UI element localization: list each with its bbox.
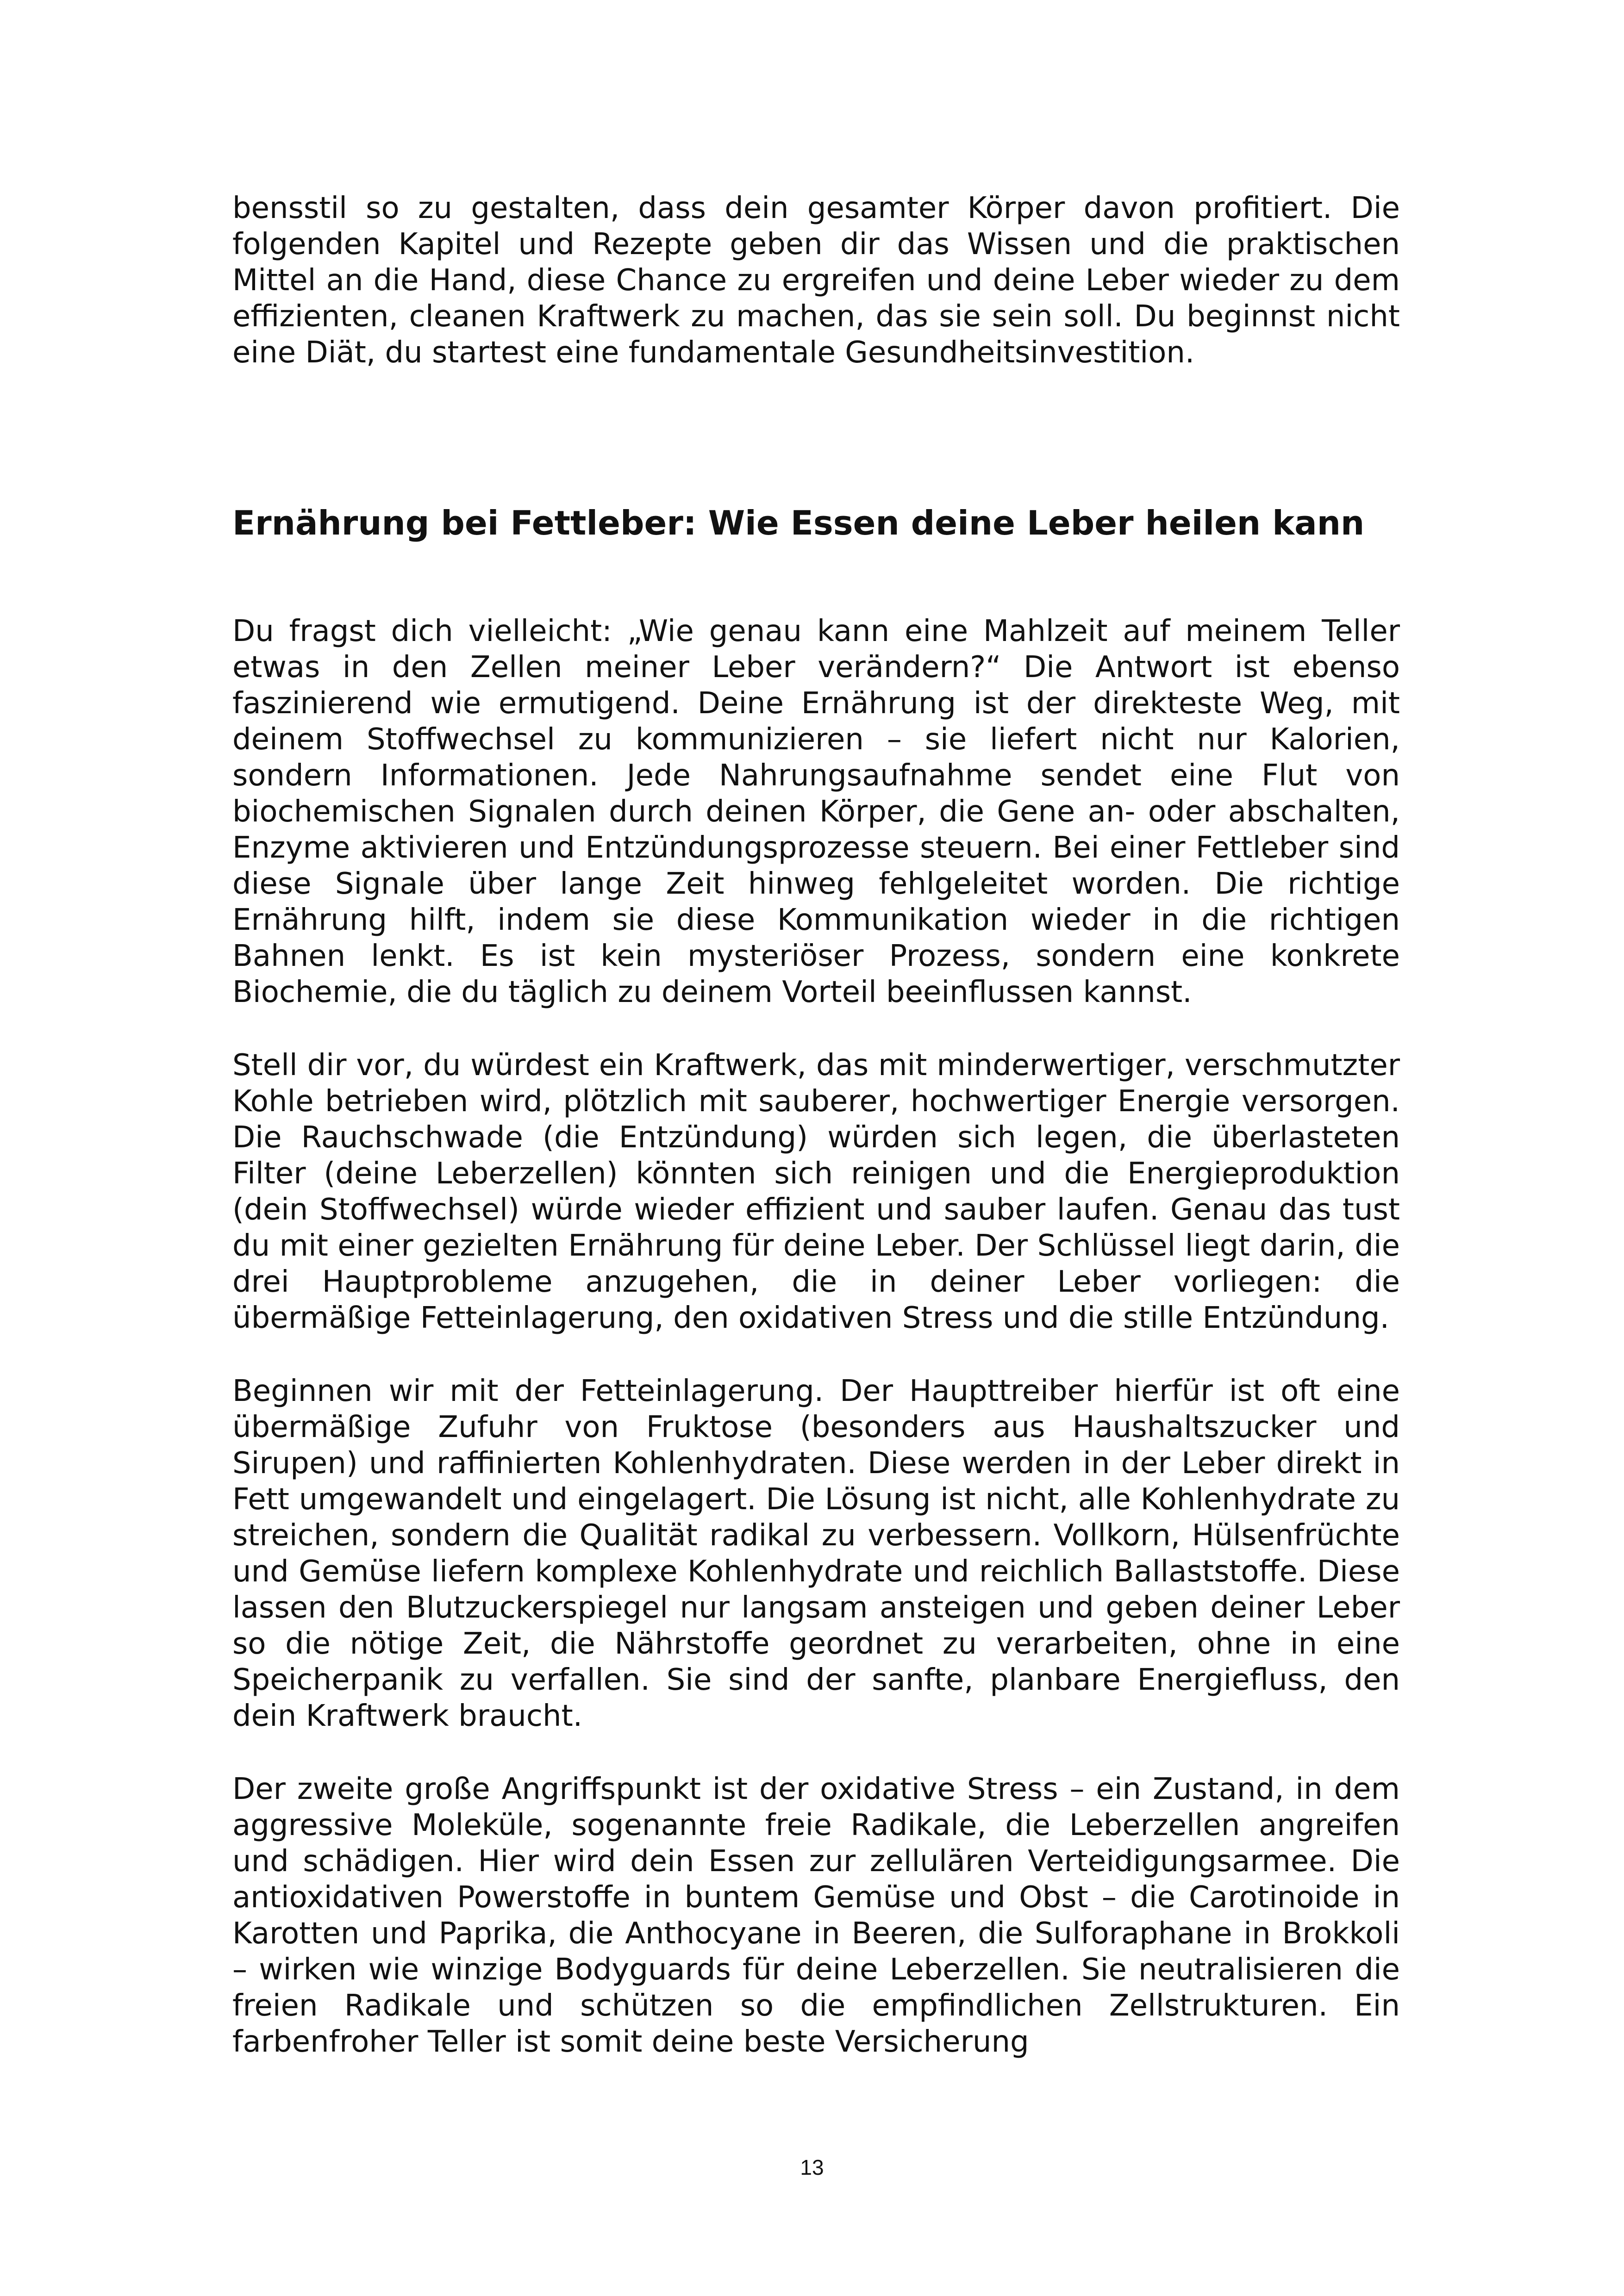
paragraph-4: Der zweite große Angriffspunkt ist der oxidative Stress – ein Zustand, in dem aggressive Moleküle, sogenannte freie Radikale, die Leberzellen angreifen und schädigen. Hier wird dein Essen zur zellulären Verteidigungsarmee. Die antioxidativen Powerstoffe in buntem Gemüse und Obst – die Carotinoide in Karotten und Paprika, die Anthocyane in Beeren, die Sulforaphane in Brokkoli – wirken wie winzige Bodyguards für deine Leberzellen. Sie neutralisieren die freien Radikale und schützen so die empfindlichen Zellstrukturen. Ein farbenfroher Teller ist somit deine beste Versicherung — [232, 1772, 1400, 2059]
paragraph-intro: bensstil so zu gestalten, dass dein gesamter Körper davon profitiert. Die folgenden Kapitel und Rezepte geben dir das Wissen und die praktischen Mittel an die Hand, diese Chance zu ergreifen und deine Leber wieder zu dem effizienten, cleanen Kraftwerk zu machen, das sie sein soll. Du beginnst nicht eine Diät, du startest eine fundamentale Gesundheitsinvestition. — [232, 191, 1400, 370]
paragraph-3: Beginnen wir mit der Fetteinlagerung. Der Haupttreiber hierfür ist oft eine übermäßige Zufuhr von Fruktose (besonders aus Haushaltszucker und Sirupen) und raffinierten Kohlenhydraten. Diese werden in der Leber direkt in Fett umgewandelt und eingelagert. Die Lösung ist nicht, alle Kohlenhydrate zu streichen, sondern die Qualität radikal zu verbessern. Vollkorn, Hülsenfrüchte und Gemüse liefern komplexe Kohlenhydrate und reichlich Ballaststoffe. Diese lassen den Blutzuckerspiegel nur langsam ansteigen und geben deiner Leber so die nötige Zeit, die Nährstoffe geordnet zu verarbeiten, ohne in eine Speicherpanik zu verfallen. Sie sind der sanfte, planbare Energiefluss, den dein Kraftwerk braucht. — [232, 1374, 1400, 1733]
paragraph-1: Du fragst dich vielleicht: „Wie genau kann eine Mahlzeit auf meinem Teller etwas in den Zellen meiner Leber verändern?“ Die Antwort ist ebenso faszinierend wie ermutigend. Deine Ernährung ist der direkteste Weg, mit deinem Stoffwechsel zu kommunizieren – sie liefert nicht nur Kalorien, sondern Informationen. Jede Nahrungsaufnahme sendet eine Flut von biochemischen Signalen durch deinen Körper, die Gene an- oder abschalten, Enzyme aktivieren und Entzündungsprozesse steuern. Bei einer Fettleber sind diese Signale über lange Zeit hinweg fehlgeleitet worden. Die richtige Ernährung hilft, indem sie diese Kommunikation wieder in die richtigen Bahnen lenkt. Es ist kein mysteriöser Prozess, sondern eine konkrete Biochemie, die du täglich zu deinem Vorteil beeinflussen kannst. — [232, 614, 1400, 1009]
page-number: 13 — [800, 2155, 824, 2179]
intro-text-block — [232, 190, 1400, 371]
section-heading: Ernährung bei Fettleber: Wie Essen deine Leber heilen kann — [232, 504, 1365, 542]
body-text-block — [232, 613, 1400, 2060]
paragraph-2: Stell dir vor, du würdest ein Kraftwerk, das mit minderwertiger, verschmutzter Kohle betrieben wird, plötzlich mit sauberer, hochwertiger Energie versorgen. Die Rauchschwade (die Entzündung) würden sich legen, die überlasteten Filter (deine Leberzellen) könnten sich reinigen und die Energieproduktion (dein Stoffwechsel) würde wieder effizient und sauber laufen. Genau das tust du mit einer gezielten Ernährung für deine Leber. Der Schlüssel liegt darin, die drei Hauptprobleme anzugehen, die in deiner Leber vorliegen: die übermäßige Fetteinlagerung, den oxidativen Stress und die stille Entzündung. — [232, 1048, 1400, 1335]
